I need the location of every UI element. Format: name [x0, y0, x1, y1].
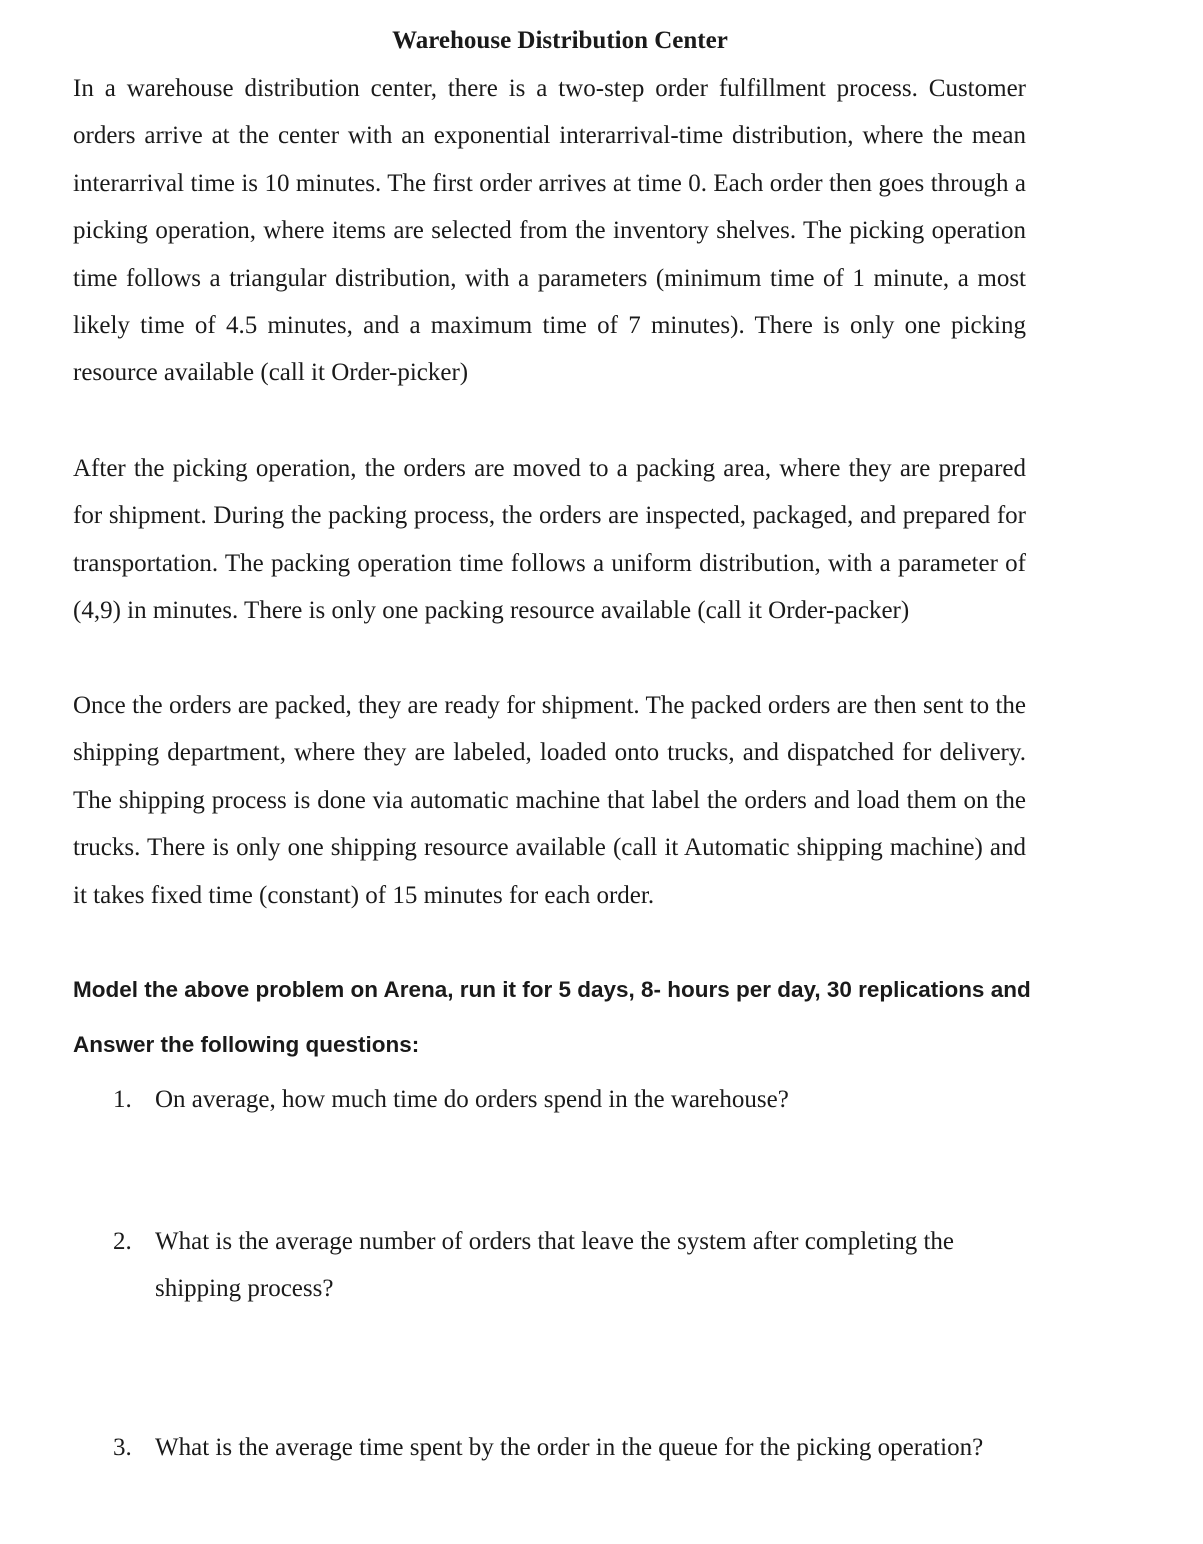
instruction-line-1: Model the above problem on Arena, run it for 5 days, 8- hours per day, 30 replications and	[73, 977, 1031, 1002]
instruction-line-2: Answer the following questions:	[73, 1032, 420, 1057]
paragraph-packing: After the picking operation, the orders are moved to a packing area, where they are prepared for shipment. During the packing process, the orders are inspected, packaged, and prepared for transportation. The packing operation time follows a uniform distribution, with a parameter of (4,9) in minutes. There is only one packing resource available (call it Order-packer)	[73, 455, 1026, 625]
question-item	[113, 1076, 1013, 1123]
question-number: 1.	[113, 1086, 132, 1113]
paragraph-shipping: Once the orders are packed, they are ready for shipment. The packed orders are then sent to the shipping department, where they are labeled, loaded onto trucks, and dispatched for delivery. The shipping process is done via automatic machine that label the orders and load them on the trucks. There is only one shipping resource available (call it Automatic shipping machine) and it takes fixed time (constant) of 15 minutes for each order.	[73, 692, 1026, 909]
document-title: Warehouse Distribution Center	[392, 27, 728, 54]
question-number: 3.	[113, 1434, 132, 1461]
question-item	[113, 1218, 1013, 1313]
question-text: On average, how much time do orders spend in the warehouse?	[155, 1086, 789, 1113]
question-text: What is the average time spent by the order in the queue for the picking operation?	[155, 1434, 984, 1461]
question-text: What is the average number of orders that leave the system after completing the shipping process?	[155, 1228, 954, 1303]
paragraph-arrival-picking: In a warehouse distribution center, there is a two-step order fulfillment process. Customer orders arrive at the center with an exponential interarrival-time distribution, where the mean interarrival time is 10 minutes. The first order arrives at time 0. Each order then goes through a picking operation, where items are selected from the inventory shelves. The picking operation time follows a triangular distribution, with a parameters (minimum time of 1 minute, a most likely time of 4.5 minutes, and a maximum time of 7 minutes). There is only one picking resource available (call it Order-picker)	[73, 75, 1026, 387]
question-number: 2.	[113, 1228, 132, 1255]
question-item	[113, 1424, 1013, 1471]
